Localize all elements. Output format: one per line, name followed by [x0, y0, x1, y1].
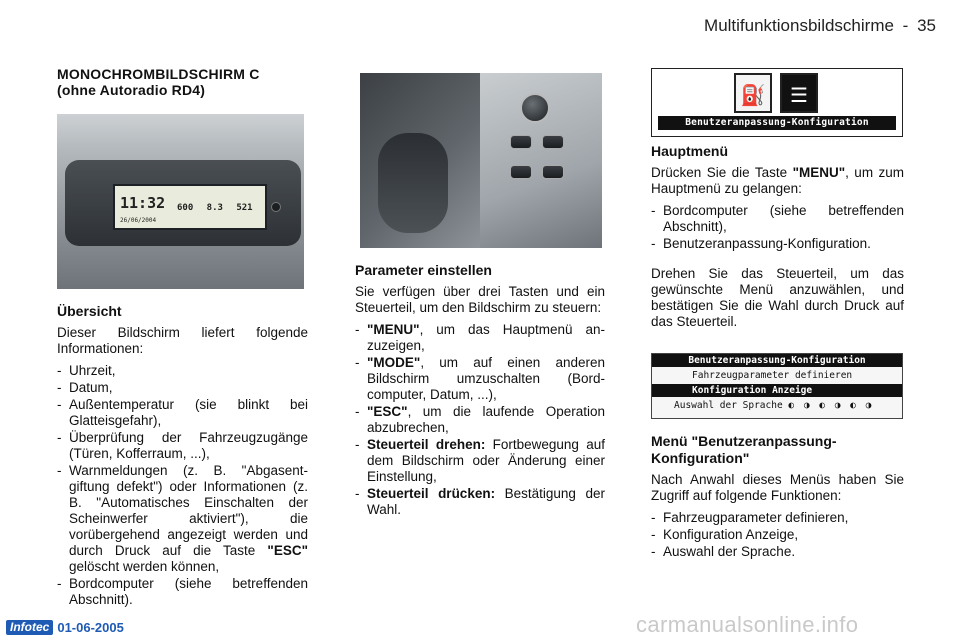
console-button-icon: [510, 135, 532, 149]
list-item-suffix: gelöscht werden können,: [69, 559, 220, 574]
control-dial-icon: [520, 93, 550, 123]
key-description: Fortbewegung auf dem Bildschirm oder Änderung einer Einstellung,: [367, 437, 605, 484]
overview-list: [57, 363, 308, 608]
console-controls-photo: [360, 73, 602, 248]
list-item: [355, 486, 605, 518]
main-menu-screen: [651, 68, 903, 137]
config-heading-line1: Menü "Benutzeranpassung-: [651, 433, 837, 449]
list-item-text: Warnmeldungen (z. B. "Abgasent-giftung defekt") oder Informationen (z. B. "Automatisches Einschalten der Scheinwerfer aktiviert"), die vorübergehend angezeigt werden und durch Druck auf die Taste: [69, 463, 308, 558]
list-item: - Fahrzeugparameter definieren,: [651, 510, 904, 526]
settings-sliders-icon: ☰: [780, 73, 818, 113]
main-menu-list: [651, 203, 904, 252]
language-flag-icons: ◐ ◑ ◐ ◑ ◐ ◑: [788, 400, 874, 411]
lcd-time: 11:32: [120, 194, 166, 212]
key-label: Steuerteil drehen:: [367, 437, 486, 452]
esc-key-label: "ESC": [267, 543, 308, 558]
list-item: [355, 322, 605, 354]
config-section: [651, 433, 904, 561]
key-description: , um das Hauptmenü an-zuzeigen,: [367, 322, 605, 353]
fuel-pump-icon: ⛽: [734, 73, 772, 113]
screen-banner: Benutzeranpassung-Konfiguration: [658, 116, 896, 130]
list-item: - Außentemperatur (sie blinkt bei Glatteisgefahr),: [57, 397, 308, 429]
list-item: [355, 437, 605, 485]
list-item: - Auswahl der Sprache.: [651, 544, 904, 560]
menu-item-label: Auswahl der Sprache: [674, 400, 783, 411]
section-title-line2: (ohne Autoradio RD4): [57, 82, 206, 98]
display-knob: [271, 202, 281, 212]
list-item: - Benutzeranpassung-Konfiguration.: [651, 236, 904, 252]
monochrome-lcd: [113, 184, 267, 230]
list-item: - Bordcomputer (siehe betreffenden Abschnitt),: [651, 203, 904, 235]
list-item: - Überprüfung der Fahrzeugzugänge (Türen, Kofferraum, ...),: [57, 430, 308, 462]
list-item: - Bordcomputer (siehe betreffenden Abschnitt).: [57, 576, 308, 608]
lcd-date: 26/06/2004: [120, 217, 157, 224]
console-button-icon: [542, 165, 564, 179]
lcd-trip-values: 600 8.3 521: [177, 203, 253, 213]
overview-section: [57, 303, 308, 609]
section-title: [57, 66, 308, 98]
menu-item: Fahrzeugparameter definieren: [692, 370, 853, 381]
header-separator: -: [902, 16, 909, 35]
menu-title: Benutzeranpassung-Konfiguration: [652, 354, 902, 367]
middle-column: [355, 262, 605, 519]
watermark: carmanualsonline.info: [636, 612, 859, 637]
key-label: Steuerteil drücken:: [367, 486, 496, 501]
gear-lever-shape: [378, 133, 448, 233]
config-intro: Nach Anwahl dieses Menüs haben Sie Zugriff auf folgende Funktionen:: [651, 472, 904, 503]
footer-date: 01-06-2005: [57, 619, 124, 635]
overview-intro: Dieser Bildschirm liefert folgende Informationen:: [57, 325, 308, 356]
key-description: Bestätigung der Wahl.: [367, 486, 605, 517]
dashboard-display-photo: [57, 114, 304, 289]
key-description: , um die laufende Operation abzubrechen,: [367, 404, 605, 435]
menu-item: [652, 399, 902, 412]
key-description: , um auf einen anderen Bildschirm umzuschalten (Bord-computer, Datum, ...),: [367, 355, 605, 402]
page-header: [704, 16, 936, 36]
key-label: "ESC": [367, 404, 408, 419]
settings-list: [355, 322, 605, 518]
key-label: "MODE": [367, 355, 421, 370]
list-item: [57, 463, 308, 575]
intro-text: , um zum Hauptmenü zu gelangen:: [651, 165, 904, 196]
intro-text: Drücken Sie die Taste: [651, 165, 793, 180]
infotec-logo: Infotec: [6, 620, 53, 635]
page-number: 35: [917, 16, 936, 35]
config-menu-screen: [651, 353, 903, 419]
screen-icons: [734, 73, 824, 113]
settings-intro: Sie verfügen über drei Tasten und ein Steuerteil, um den Bildschirm zu steuern:: [355, 284, 605, 315]
config-heading: [651, 433, 904, 467]
console-button-icon: [542, 135, 564, 149]
chapter-title: Multifunktionsbildschirme: [704, 16, 894, 35]
menu-item-selected: Konfiguration Anzeige: [652, 384, 902, 397]
overview-heading: Übersicht: [57, 303, 122, 319]
main-menu-instructions: Drehen Sie das Steuerteil, um das gewünschte Menü anzuwählen, und bestätigen Sie die Wahl durch Druck auf das Steuerteil.: [651, 266, 904, 329]
left-column: [57, 66, 308, 98]
list-item: [355, 355, 605, 403]
section-title-line1: MONOCHROMBILDSCHIRM C: [57, 66, 260, 82]
main-menu-heading: Hauptmenü: [651, 143, 728, 159]
key-label: "MENU": [367, 322, 420, 337]
list-item: [355, 404, 605, 436]
list-item: - Uhrzeit,: [57, 363, 308, 379]
settings-heading: Parameter einstellen: [355, 262, 492, 278]
right-column: [651, 143, 904, 336]
config-list: [651, 510, 904, 560]
list-item: - Datum,: [57, 380, 308, 396]
config-heading-line2: Konfiguration": [651, 450, 750, 466]
main-menu-intro: [651, 165, 904, 197]
menu-key-label: "MENU": [792, 165, 846, 180]
list-item: - Konfiguration Anzeige,: [651, 527, 904, 543]
console-button-icon: [510, 165, 532, 179]
footer: [6, 619, 124, 635]
